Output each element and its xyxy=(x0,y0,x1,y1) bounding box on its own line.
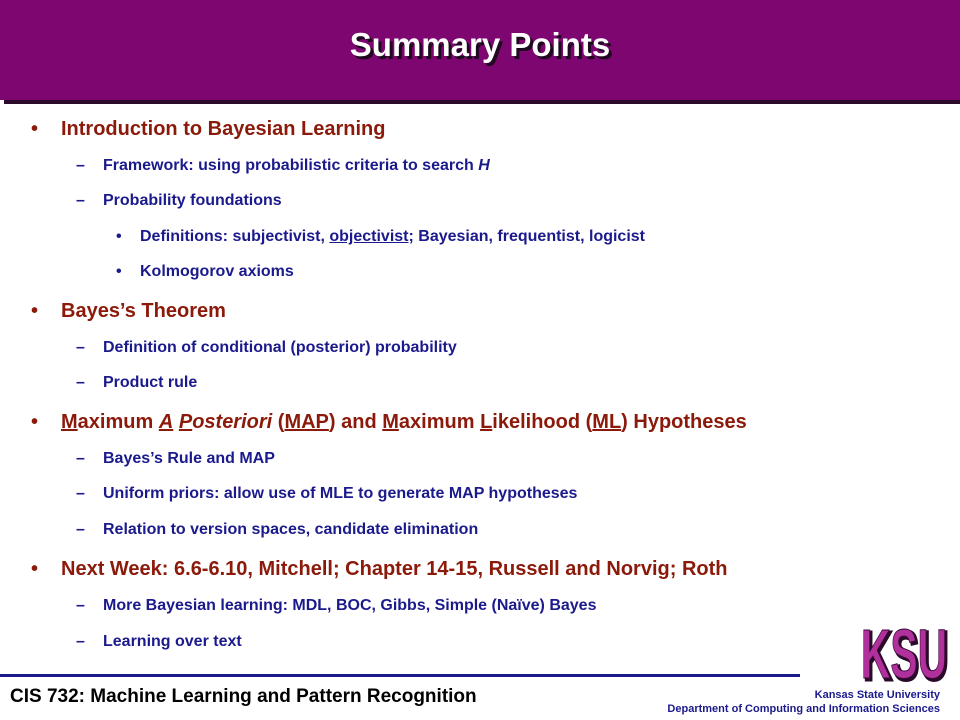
acronym-letter: P xyxy=(178,411,193,433)
bullet-text xyxy=(61,411,747,434)
dash-marker: – xyxy=(76,192,85,209)
dash-marker: – xyxy=(76,485,85,502)
sub-item-text: Product rule xyxy=(103,374,198,391)
definitions-text-c: ; Bayesian, frequentist, logicist xyxy=(408,228,645,245)
acronym-letter: M xyxy=(61,411,78,433)
slide-title: Summary Points xyxy=(349,26,611,63)
bullet-text-part: ( xyxy=(272,411,285,433)
ksu-logo-icon xyxy=(858,616,950,686)
logo-shadow: KSU xyxy=(863,617,949,686)
ml-acronym: ML xyxy=(592,411,622,433)
sub-item-text-main: Framework: using probabilistic criteria to search xyxy=(103,157,479,174)
sub-item-text xyxy=(103,157,490,175)
footer-divider xyxy=(0,674,800,677)
dash-marker: – xyxy=(76,374,85,391)
bullet-text-part: ) Hypotheses xyxy=(621,411,747,433)
acronym-letter: A xyxy=(158,411,174,433)
bullet-marker: • xyxy=(31,558,39,580)
bullet-marker: • xyxy=(31,118,39,140)
dash-marker: – xyxy=(76,339,85,356)
bullet-text: Introduction to Bayesian Learning xyxy=(61,118,386,140)
title-bar xyxy=(0,0,960,100)
university-info xyxy=(667,688,940,716)
map-acronym: MAP xyxy=(284,411,329,433)
hypothesis-space-symbol: H xyxy=(478,157,490,174)
bullet-marker: • xyxy=(116,263,122,280)
bullet-text-part: aximum xyxy=(398,411,481,433)
bullet-text: Next Week: 6.6-6.10, Mitchell; Chapter 14-15, Russell and Norvig; Roth xyxy=(61,558,728,580)
sub-sub-item-text xyxy=(140,228,645,246)
course-title: CIS 732: Machine Learning and Pattern Recognition xyxy=(10,686,477,707)
sub-item-text: Relation to version spaces, candidate elimination xyxy=(103,521,479,538)
bullet-text-part: osteriori xyxy=(192,411,273,433)
sub-sub-item-text: Kolmogorov axioms xyxy=(140,263,294,280)
sub-item-text: Bayes’s Rule and MAP xyxy=(103,450,275,467)
objectivist-text: objectivist xyxy=(329,228,409,245)
bullet-marker: • xyxy=(31,300,39,322)
sub-item-text: More Bayesian learning: MDL, BOC, Gibbs, Simple (Naïve) Bayes xyxy=(103,597,597,614)
sub-item-text: Learning over text xyxy=(103,633,242,650)
department-name: Department of Computing and Information Sciences xyxy=(667,703,940,715)
logo-text: KSU xyxy=(861,616,947,686)
dash-marker: – xyxy=(76,597,85,614)
dash-marker: – xyxy=(76,157,85,174)
definitions-text-a: Definitions: subjectivist, xyxy=(140,228,330,245)
bullet-text-part: ) and xyxy=(328,411,383,433)
university-name: Kansas State University xyxy=(814,689,940,701)
bullet-text-part: aximum xyxy=(77,411,159,433)
bullet-marker: • xyxy=(116,228,122,245)
acronym-letter: M xyxy=(382,411,399,433)
sub-item-text: Definition of conditional (posterior) probability xyxy=(103,339,457,356)
acronym-letter: L xyxy=(480,411,493,433)
dash-marker: – xyxy=(76,450,85,467)
dash-marker: – xyxy=(76,521,85,538)
bullet-text: Bayes’s Theorem xyxy=(61,300,226,322)
sub-item-text: Probability foundations xyxy=(103,192,282,209)
bullet-text-part: ikelihood ( xyxy=(492,411,593,433)
dash-marker: – xyxy=(76,633,85,650)
sub-item-text: Uniform priors: allow use of MLE to generate MAP hypotheses xyxy=(103,485,578,502)
bullet-marker: • xyxy=(31,411,39,433)
